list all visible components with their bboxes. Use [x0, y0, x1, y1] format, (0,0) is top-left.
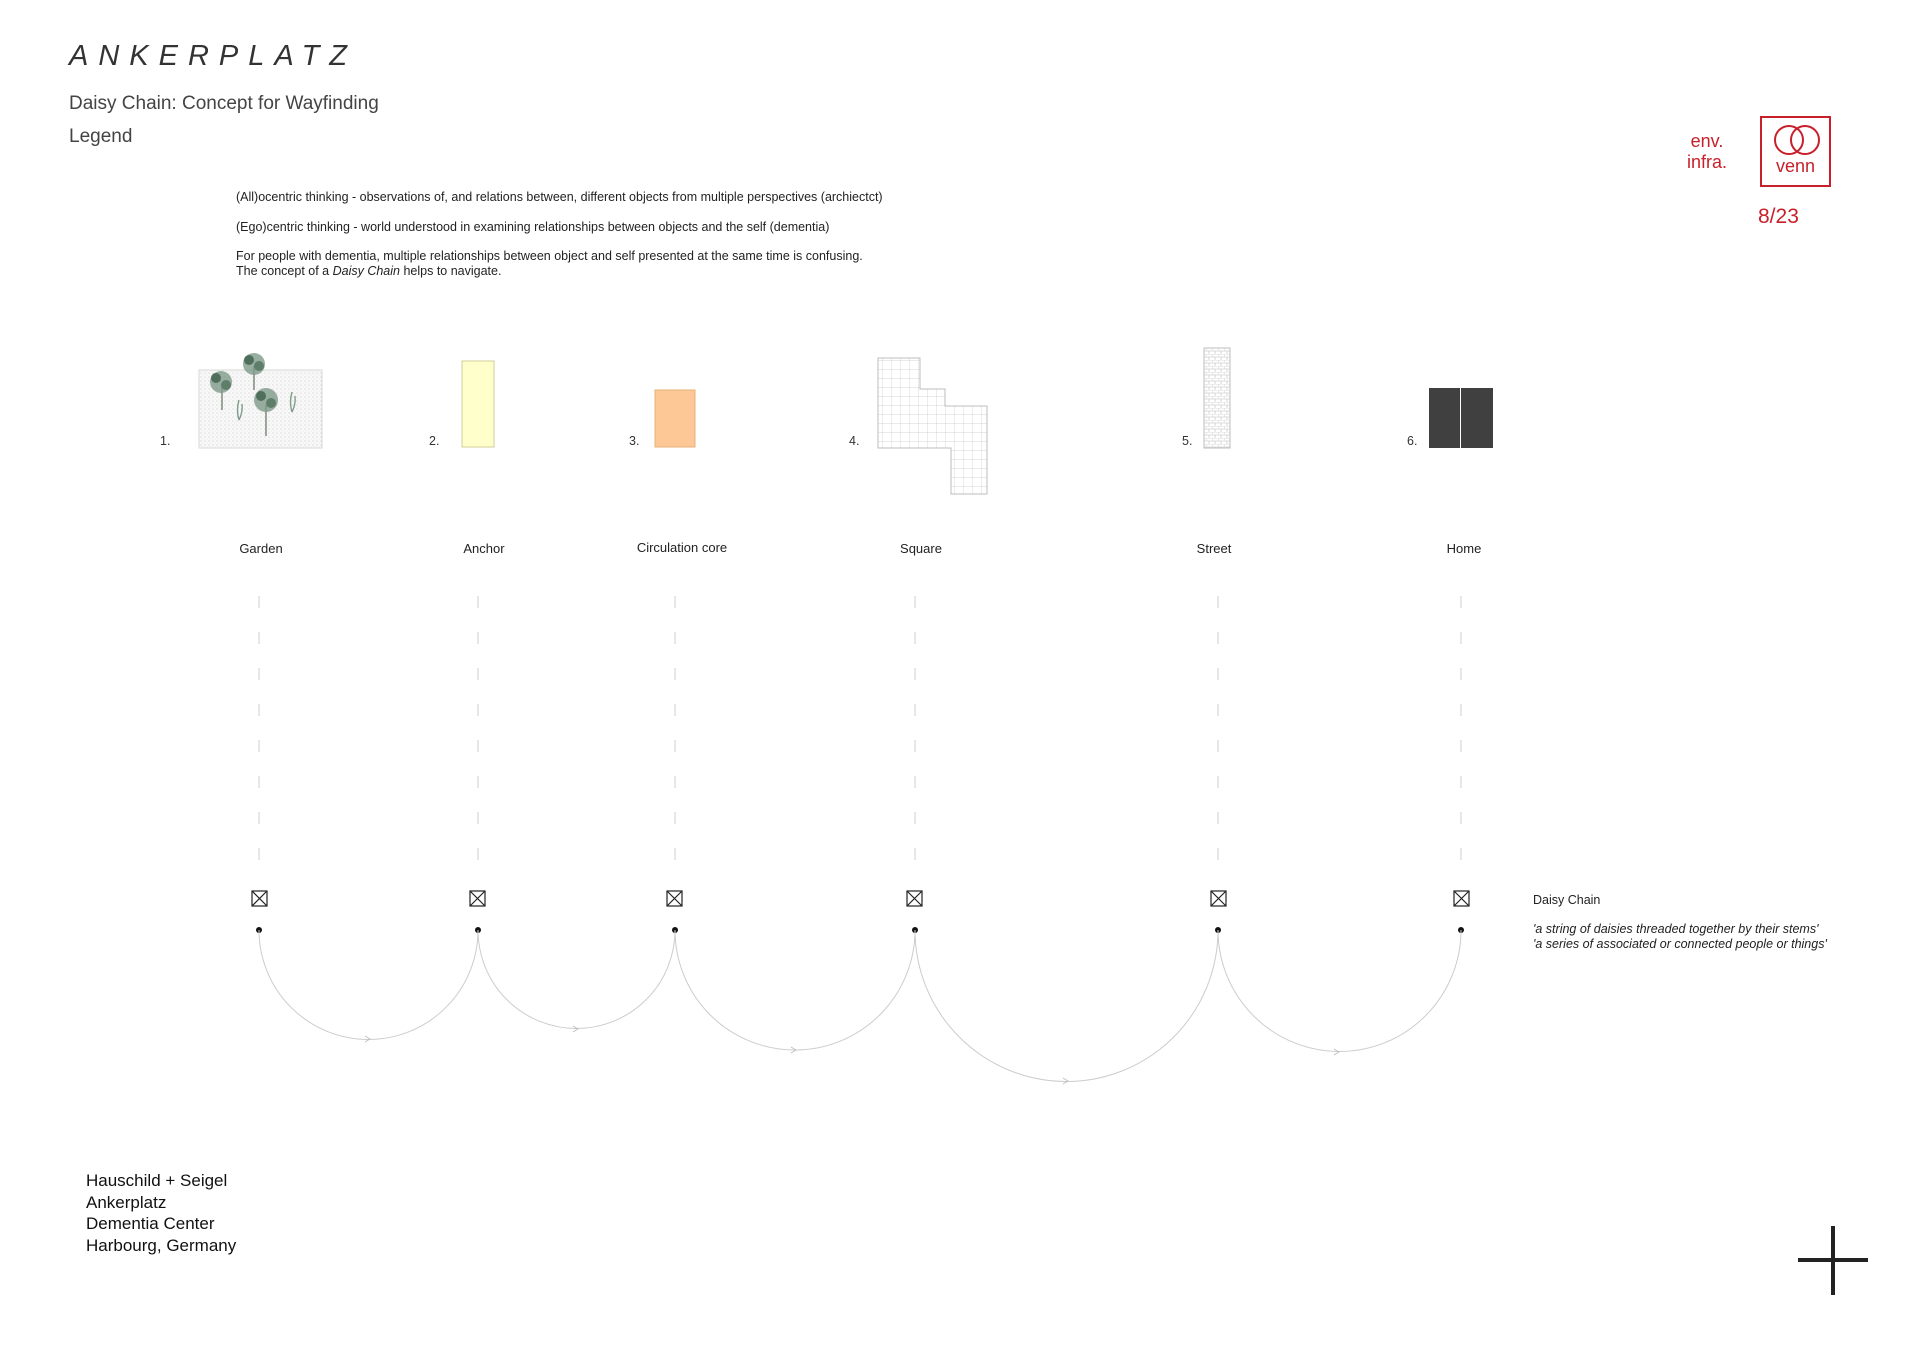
section-label: Legend [69, 126, 133, 147]
daisy-chain-definition-2: 'a series of associated or connected people or things' [1533, 937, 1827, 951]
x-box-icon [470, 891, 485, 906]
legend-number-3: 3. [629, 434, 640, 448]
x-box-icon [252, 891, 267, 906]
note-emphasis: Daisy Chain [332, 264, 400, 278]
egocentric-description: (Ego)centric thinking - world understood in examining relationships between objects and the self (dementia) [236, 220, 830, 234]
daisy-chain-definition-1: 'a string of daisies threaded together by their stems' [1533, 922, 1819, 936]
dementia-note-line1: For people with dementia, multiple relationships between object and self presented at the same time is confusing. [236, 249, 863, 263]
x-box-icon [1454, 891, 1469, 906]
guide-lines [259, 596, 1461, 862]
chain-arc [915, 930, 1218, 1082]
venn-logo-text: venn [1775, 156, 1816, 176]
square-symbol [878, 358, 987, 494]
legend-label-circulation-core: Circulation core [636, 540, 728, 555]
page-subtitle: Daisy Chain: Concept for Wayfinding [69, 93, 379, 114]
brand-line-infra: infra. [1686, 152, 1728, 172]
x-box-icon [1211, 891, 1226, 906]
chain-arc [259, 930, 478, 1040]
chain-arrows [365, 1026, 1339, 1084]
daisy-chain-arcs [259, 930, 1461, 1082]
legend-number-5: 5. [1182, 434, 1193, 448]
street-symbol [1204, 348, 1230, 448]
garden-symbol [199, 353, 322, 448]
x-box-icon [907, 891, 922, 906]
legend-label-street: Street [1196, 541, 1232, 556]
allocentric-description: (All)ocentric thinking - observations of, and relations between, different objects from multiple perspectives (archiectct) [236, 190, 883, 204]
note-prefix: The concept of a [236, 264, 333, 278]
credit-location: Harbourg, Germany [86, 1236, 237, 1255]
legend-label-square: Square [900, 541, 942, 556]
legend-number-2: 2. [429, 434, 440, 448]
note-suffix: helps to navigate. [399, 264, 502, 278]
chain-arc [478, 930, 675, 1029]
legend-number-4: 4. [849, 434, 860, 448]
chain-arc [675, 930, 915, 1050]
credit-project: Ankerplatz [86, 1193, 167, 1212]
legend-number-6: 6. [1407, 434, 1418, 448]
circulation-core-symbol [655, 390, 695, 447]
legend-label-home: Home [1446, 541, 1482, 556]
credit-firm: Hauschild + Seigel [86, 1171, 228, 1190]
legend-label-anchor: Anchor [463, 541, 505, 556]
anchor-symbol [462, 361, 494, 447]
chain-arc [1218, 930, 1461, 1052]
brand-line-env: env. [1690, 131, 1724, 151]
daisy-chain-title: Daisy Chain [1533, 893, 1601, 907]
x-box-icon [667, 891, 682, 906]
legend-number-1: 1. [160, 434, 171, 448]
credit-building-type: Dementia Center [86, 1214, 215, 1233]
plus-icon [1798, 1226, 1868, 1295]
home-symbol [1429, 388, 1493, 448]
page-title: ANKERPLATZ [69, 40, 358, 72]
legend-label-garden: Garden [239, 541, 283, 556]
page-number: 8/23 [1758, 205, 1799, 228]
